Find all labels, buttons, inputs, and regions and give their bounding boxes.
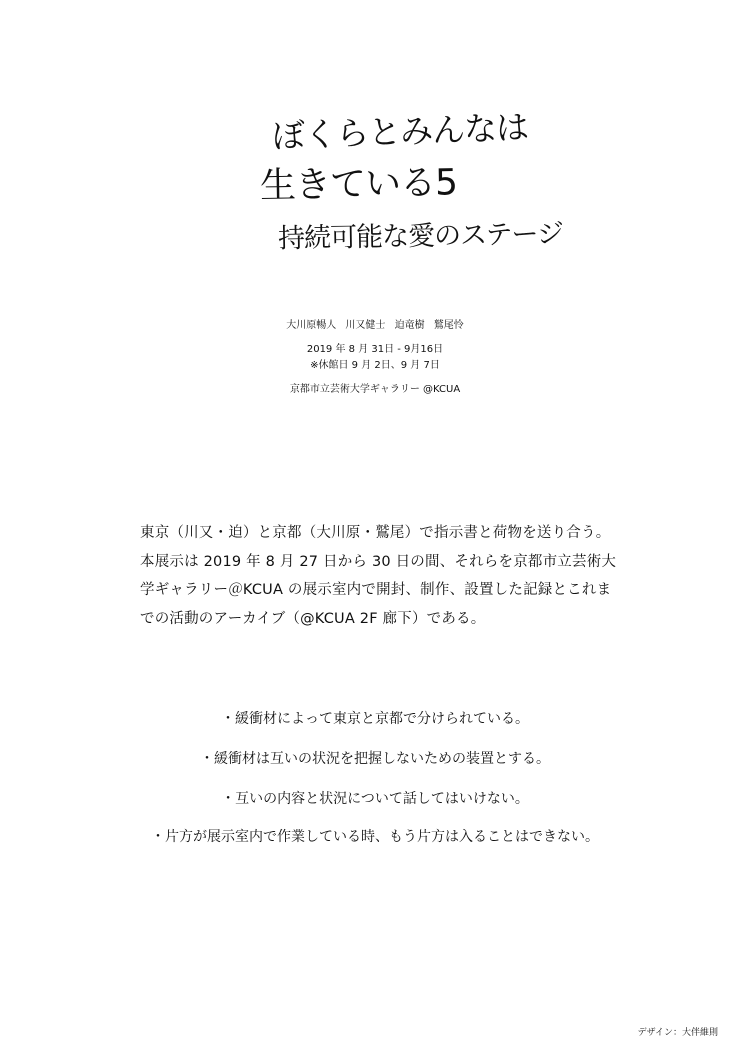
artists-line: 大川原暢人 川又健士 迫竜樹 鷲尾怜 [286, 320, 464, 331]
closed-days: ※休館日 9 月 2日、9 月 7日 [310, 360, 440, 371]
rule-item-1: ・緩衝材によって東京と京都で分けられている。 [221, 711, 529, 727]
exhibition-dates: 2019 年 8 月 31日 - 9月16日 [306, 344, 444, 355]
logo-line-1: ぼくらとみんなは [271, 107, 529, 156]
logo-line-2: 生きている5 [259, 162, 458, 207]
rule-item-4: ・片方が展示室内で作業している時、もう片方は入ることはできない。 [151, 829, 599, 845]
rule-item-2: ・緩衝材は互いの状況を把握しないための装置とする。 [200, 751, 550, 767]
venue-line: 京都市立芸術大学ギャラリー @KCUA [289, 384, 461, 395]
description-paragraph: 東京（川又・迫）と京都（大川原・鷲尾）で指示書と荷物を送り合う。本展示は 2019 年 8 月 27 日から 30 日の間、それらを京都市立芸術大学ギャラリー＠KCUA の展示室内で開封、制作、設置した記録とこれまでの活動のアーカイブ（@KCUA 2F 廊下）である。 [140, 525, 617, 627]
design-credit: デザイン：大伴維則 [637, 1028, 718, 1038]
logo-line-3: 持続可能な愛のステージ [277, 218, 564, 255]
title-logo [258, 98, 564, 270]
rule-item-3: ・互いの内容と状況について話してはいけない。 [221, 791, 529, 807]
